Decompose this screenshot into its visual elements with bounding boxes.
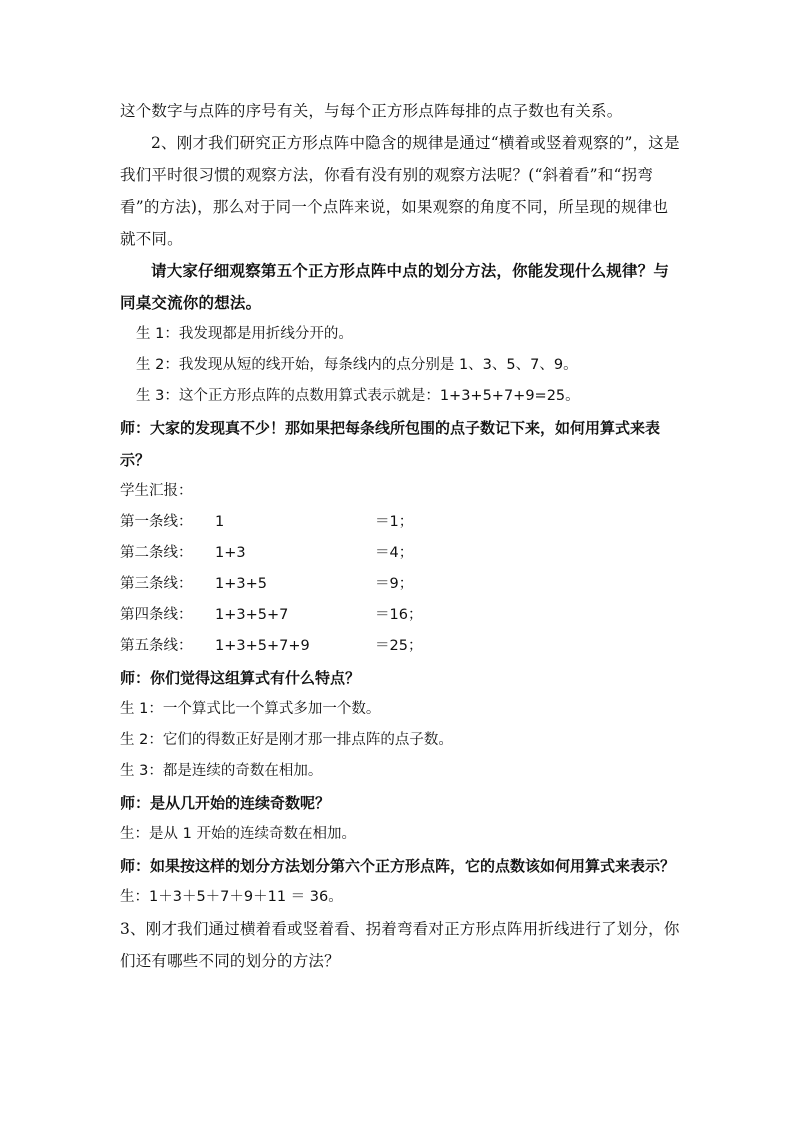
equation-label: 第一条线： (120, 514, 193, 530)
paragraph-intro: 这个数字与点阵的序号有关，与每个正方形点阵每排的点子数也有关系。 (120, 102, 623, 120)
task-prompt: 请大家仔细观察第五个正方形点阵中点的划分方法，你能发现什么规律？与同桌交流你的想法。 (120, 261, 670, 312)
teacher-question-3: 师：是从几开始的连续奇数呢？ (120, 794, 331, 812)
student-answer-3: 生 3：这个正方形点阵的点数用算式表示就是：1+3+5+7+9=25。 (136, 388, 580, 404)
equation-label: 第四条线： (120, 607, 193, 623)
student-answer-5: 生 2：它们的得数正好是刚才那一排点阵的点子数。 (120, 732, 453, 748)
student-answer-1: 生 1：我发现都是用折线分开的。 (136, 326, 353, 342)
equation-result: ＝16； (375, 607, 423, 623)
equation-label: 第三条线： (120, 576, 193, 592)
teacher-question-2: 师：你们觉得这组算式有什么特点？ (120, 669, 361, 687)
equation-row (120, 569, 680, 600)
equation-result: ＝4； (375, 545, 414, 561)
equation-result: ＝9； (375, 576, 414, 592)
teacher-question-1: 师：大家的发现真不少！那如果把每条线所包围的点子数记下来，如何用算式来表示？ (120, 419, 661, 469)
paragraph-division-methods: 3、刚才我们通过横着看或竖着看、拐着弯看对正方形点阵用折线进行了划分，你们还有哪些不同的划分的方法？ (120, 920, 680, 970)
equation-label: 第五条线： (120, 638, 193, 654)
equation-result: ＝25； (375, 638, 423, 654)
equation-label: 第二条线： (120, 545, 193, 561)
equation-expression: 1 (215, 514, 225, 530)
equation-row (120, 507, 680, 538)
student-answer-6: 生 3：都是连续的奇数在相加。 (120, 763, 323, 779)
document-page (120, 95, 680, 977)
report-label: 学生汇报： (120, 483, 193, 499)
paragraph-observation-methods: 2、刚才我们研究正方形点阵中隐含的规律是通过“横着或竖着观察的”，这是我们平时很习惯的观察方法，你看有没有别的观察方法呢？(“斜着看”和“拐弯看”的方法)，那么对于同一个点阵来说，如果观察的角度不同，所呈现的规律也就不同。 (120, 134, 680, 248)
equation-result: ＝1； (375, 514, 414, 530)
teacher-question-4: 师：如果按这样的划分方法划分第六个正方形点阵，它的点数该如何用算式来表示？ (120, 857, 676, 875)
equation-row (120, 600, 680, 631)
student-answer-2: 生 2：我发现从短的线开始，每条线内的点分别是 1、3、5、7、9。 (136, 357, 578, 373)
student-answer-7: 生：是从 1 开始的连续奇数在相加。 (120, 826, 356, 842)
equation-expression: 1+3+5+7+9 (215, 638, 310, 654)
equation-expression: 1+3+5 (215, 576, 267, 592)
student-answer-4: 生 1：一个算式比一个算式多加一个数。 (120, 701, 381, 717)
equation-expression: 1+3+5+7 (215, 607, 289, 623)
equation-expression: 1+3 (215, 545, 246, 561)
student-answer-8: 生：1＋3＋5＋7＋9＋11 ＝ 36。 (120, 889, 343, 905)
equation-list (120, 507, 680, 662)
equation-row (120, 538, 680, 569)
equation-row (120, 631, 680, 662)
